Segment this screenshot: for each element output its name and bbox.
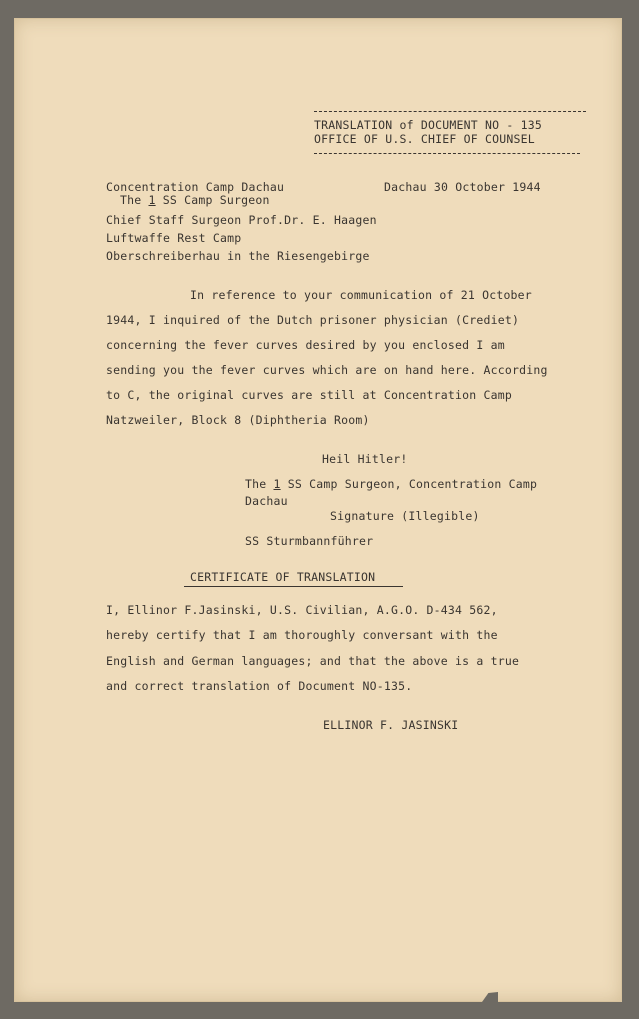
certificate-title-underline (184, 586, 403, 587)
header-top-rule (314, 111, 586, 112)
body-line: concerning the fever curves desired by you enclosed I am (106, 338, 505, 352)
signer-line-1 (245, 476, 537, 492)
signer-post: SS Camp Surgeon, Concentration Camp (280, 477, 538, 491)
recipient-line-1: Chief Staff Surgeon Prof.Dr. E. Haagen (106, 213, 377, 227)
sender-line-2-pre: The (120, 193, 149, 207)
sender-line-2 (120, 192, 270, 208)
certificate-line: I, Ellinor F.Jasinski, U.S. Civilian, A.G.O. D-434 562, (106, 603, 498, 617)
signer-line-2: Dachau (245, 494, 288, 508)
signer-pre: The (245, 477, 274, 491)
body-line: to C, the original curves are still at Concentration Camp (106, 388, 513, 402)
header-bottom-rule (314, 153, 580, 154)
letter-date: Dachau 30 October 1944 (384, 180, 541, 194)
body-line: 1944, I inquired of the Dutch prisoner physician (Crediet) (106, 313, 520, 327)
salutation: Heil Hitler! (322, 452, 408, 466)
certificate-line: hereby certify that I am thoroughly conversant with the (106, 628, 498, 642)
sender-line-2-num: 1 (148, 193, 156, 207)
certificate-line: and correct translation of Document NO-135. (106, 679, 413, 693)
signer-num: 1 (273, 477, 281, 491)
recipient-line-2: Luftwaffe Rest Camp (106, 231, 242, 245)
document-page (14, 18, 622, 1002)
signer-rank: SS Sturmbannführer (245, 534, 374, 548)
translator-name: ELLINOR F. JASINSKI (323, 718, 459, 732)
certificate-line: English and German languages; and that the above is a true (106, 654, 520, 668)
sender-line-1: Concentration Camp Dachau (106, 180, 285, 194)
body-line: sending you the fever curves which are on hand here. According (106, 363, 548, 377)
header-line-2: OFFICE OF U.S. CHIEF OF COUNSEL (314, 132, 535, 146)
header-line-1: TRANSLATION of DOCUMENT NO - 135 (314, 118, 542, 132)
signature-note: Signature (Illegible) (330, 509, 480, 523)
sender-line-2-post: SS Camp Surgeon (155, 193, 270, 207)
certificate-title: CERTIFICATE OF TRANSLATION (190, 570, 376, 584)
paper-tear-mark (482, 992, 498, 1002)
body-line: In reference to your communication of 21 October (190, 288, 532, 302)
recipient-line-3: Oberschreiberhau in the Riesengebirge (106, 249, 370, 263)
body-line: Natzweiler, Block 8 (Diphtheria Room) (106, 413, 370, 427)
